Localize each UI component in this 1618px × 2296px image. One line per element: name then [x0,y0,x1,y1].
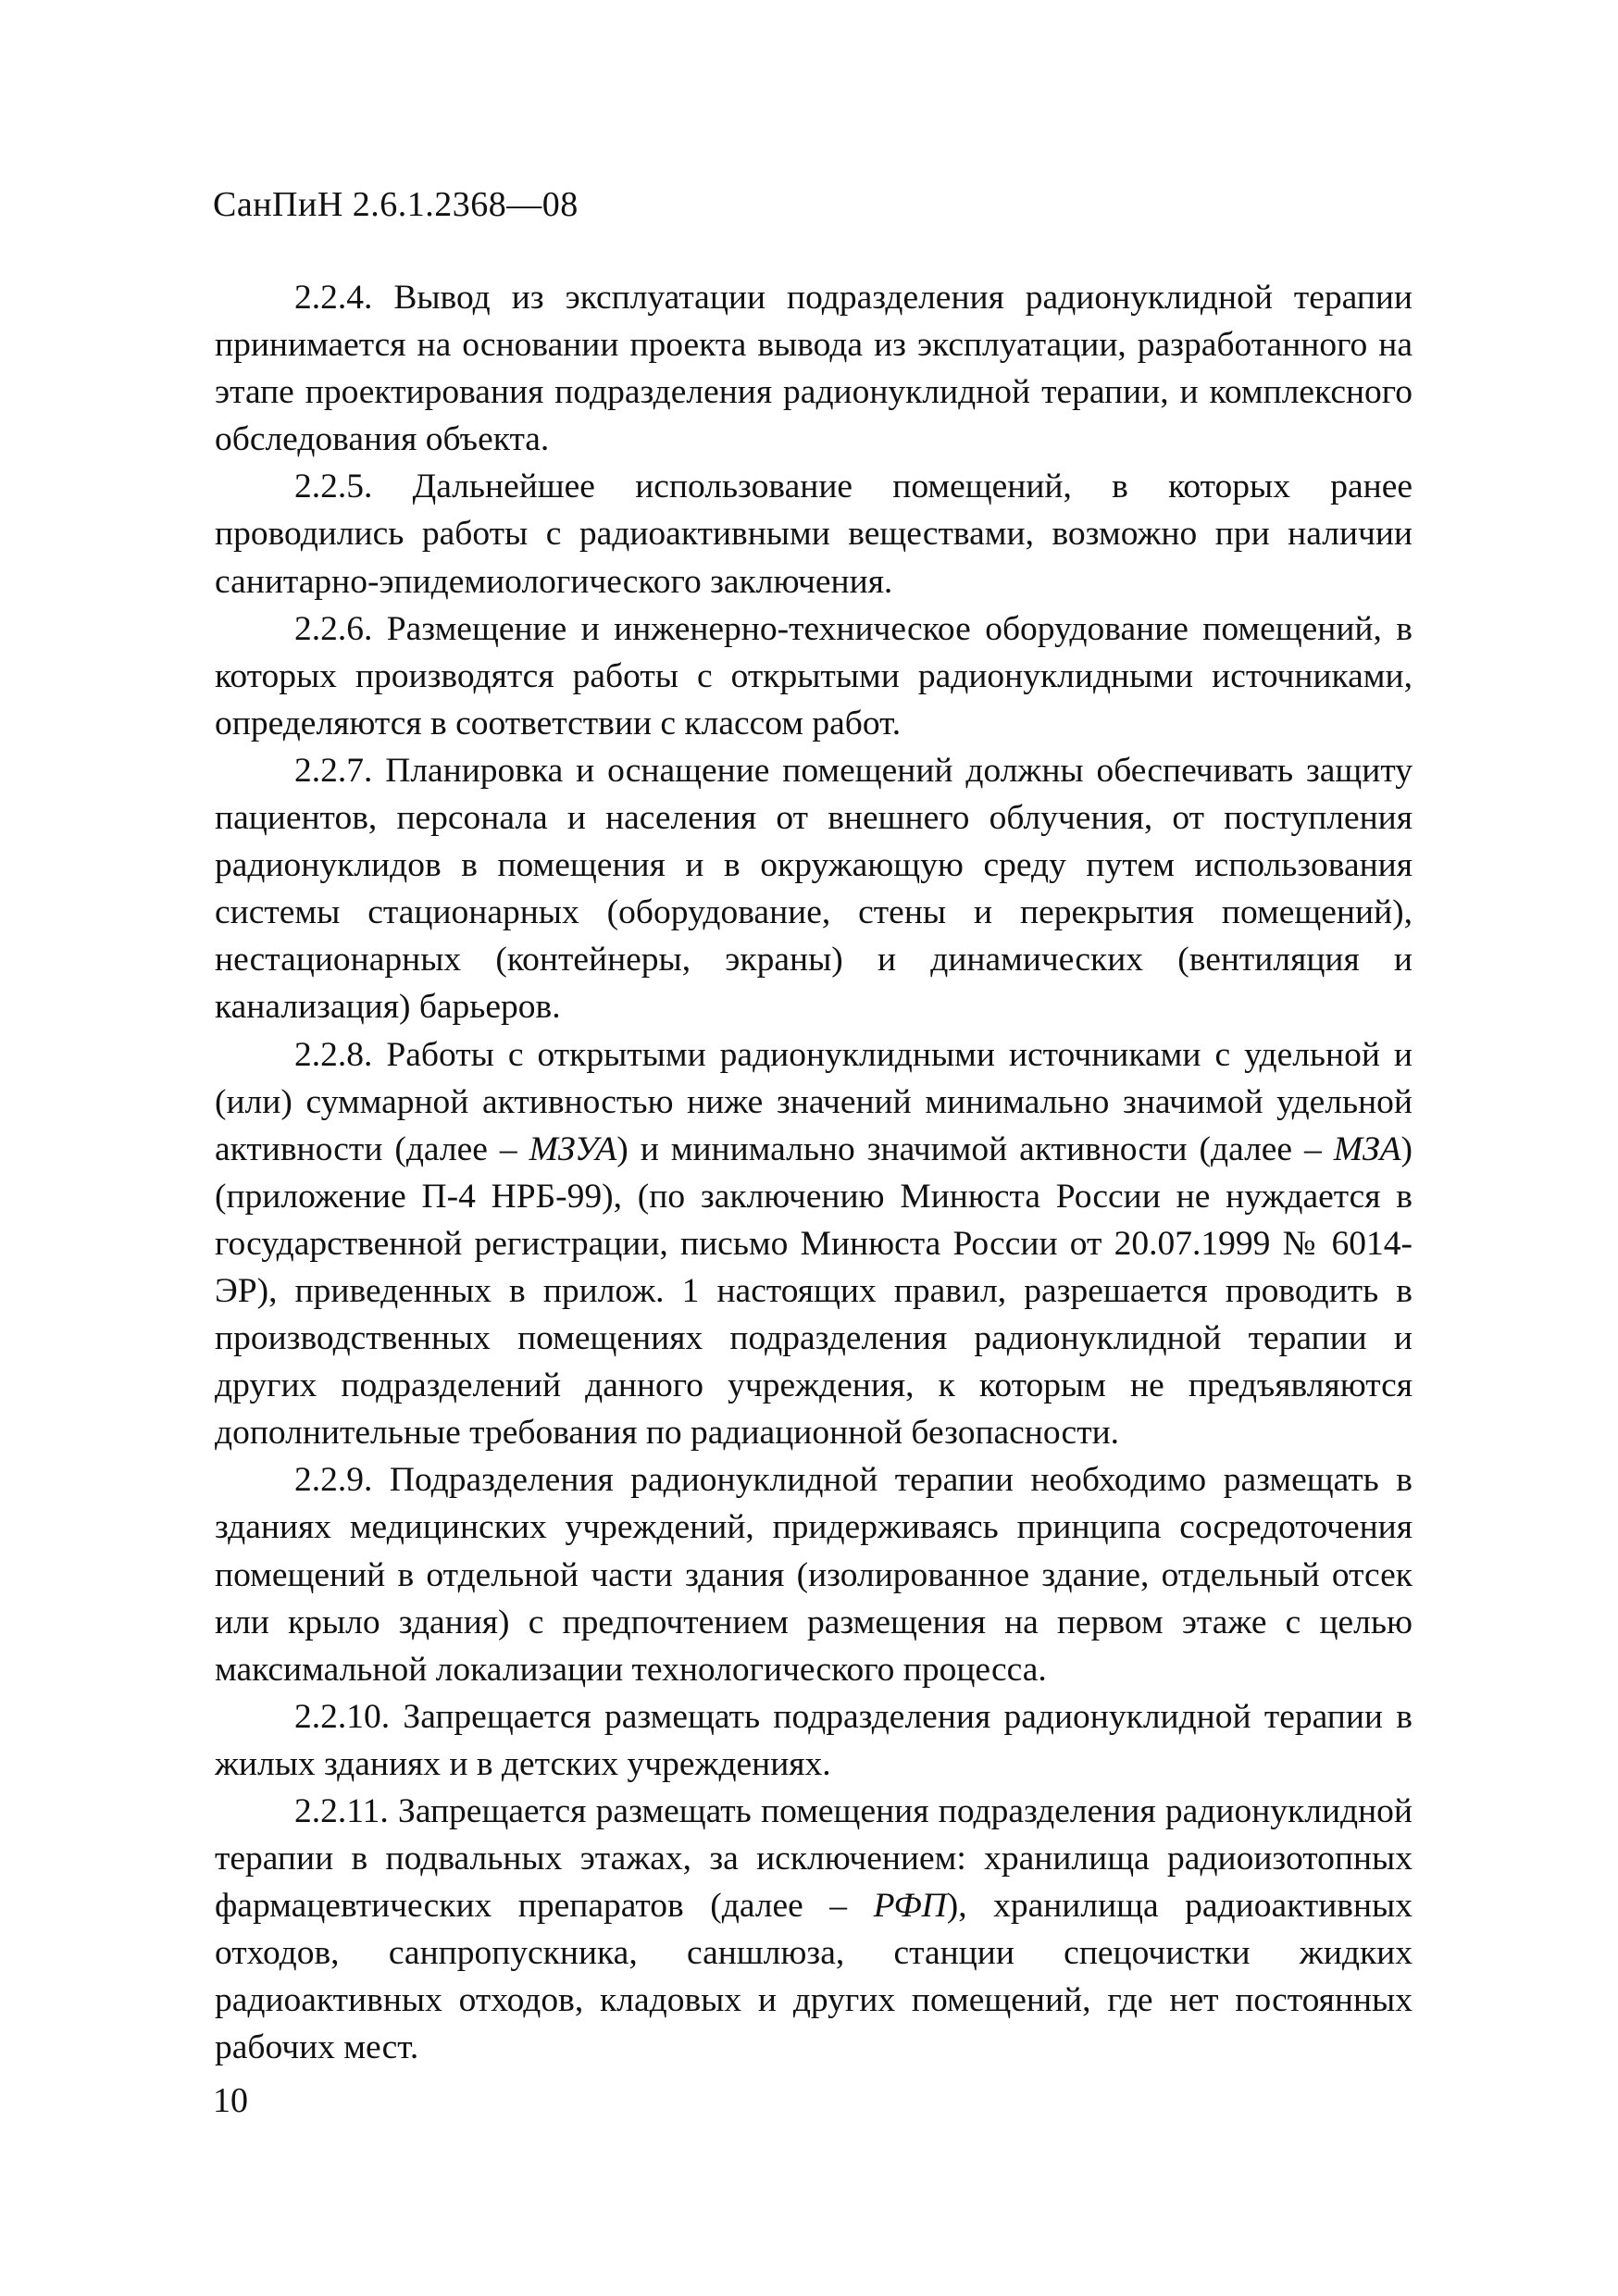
clause-text: Дальнейшее использование помещений, в которых ранее проводились работы с радиоактивными веществами, возможно при наличии санитарно-эпидемиологического заключения. [215,468,1413,601]
clause-text: Работы с открытыми радионуклидными источниками с удельной и (или) суммарной активностью ниже значений минимально значимой удельной активности (далее – [215,1035,1413,1168]
clause-paragraph [215,1456,1413,1692]
body-text [215,274,1413,2072]
clause-number: 2.2.5. [294,468,373,506]
clause-number: 2.2.7. [294,751,373,790]
clause-number: 2.2.10. [294,1697,391,1736]
clause-number: 2.2.8. [294,1035,373,1074]
clause-text: Подразделения радионуклидной терапии необходимо размещать в зданиях медицинских учреждений, придерживаясь принципа сосредоточения помещений в отдельной части здания (изолированное здание, отдельный отсек или крыло здания) с предпочтением размещения на первом этаже с целью максимальной локализации технологического процесса. [215,1461,1413,1689]
clause-paragraph [215,463,1413,605]
clause-paragraph [215,1788,1413,2072]
clause-paragraph [215,747,1413,1031]
clause-text: ) (приложение П-4 НРБ-99), (по заключению Минюста России не нуждается в государственной регистрации, письмо Минюста России от 20.07.1999 № 6014-ЭР), приведенных в прилож. 1 настоящих правил, разрешается проводить в производственных помещениях подразделения радионуклидной терапии и других подразделений данного учреждения, к которым не предъявляются дополнительные требования по радиационной безопасности. [215,1129,1413,1453]
clause-paragraph [215,605,1413,747]
abbreviation: РФП [873,1887,947,1926]
clause-text: Вывод из эксплуатации подразделения радионуклидной терапии принимается на основании проекта вывода из эксплуатации, разработанного на этапе проектирования подразделения радионуклидной терапии, и комплексного обследования объекта. [215,279,1413,459]
clause-text: Планировка и оснащение помещений должны обеспечивать защиту пациентов, персонала и населения от внешнего облучения, от поступления радионуклидов в помещения и в окружающую среду путем использования системы стационарных (оборудование, стены и перекрытия помещений), нестационарных (контейнеры, экраны) и динамических (вентиляция и канализация) барьеров. [215,751,1413,1027]
clause-text: ) и минимально значимой активности (далее – [616,1129,1334,1168]
abbreviation: МЗА [1333,1129,1401,1168]
clause-number: 2.2.11. [294,1792,389,1830]
clause-number: 2.2.4. [294,279,373,317]
clause-text: ), хранилища радиоактивных отходов, санпропускника, саншлюза, станции спецочистки жидких радиоактивных отходов, кладовых и других помещений, где нет постоянных рабочих мест. [215,1887,1413,2067]
clause-number: 2.2.9. [294,1461,373,1500]
clause-text: Запрещается размещать подразделения радионуклидной терапии в жилых зданиях и в детских учреждениях. [215,1697,1413,1783]
clause-text: Запрещается размещать помещения подразделения радионуклидной терапии в подвальных этажах, за исключением: хранилища радиоизотопных фармацевтических препаратов (далее – [215,1792,1413,1926]
page-number: 10 [213,2081,248,2120]
clause-paragraph [215,274,1413,463]
running-head-document-code: СанПиН 2.6.1.2368—08 [213,185,579,224]
clause-text: Размещение и инженерно-техническое оборудование помещений, в которых производятся работы с открытыми радионуклидными источниками, определяются в соответствии с классом работ. [215,609,1413,742]
abbreviation: МЗУА [529,1129,617,1168]
clause-paragraph [215,1693,1413,1788]
clause-number: 2.2.6. [294,609,373,648]
clause-paragraph [215,1031,1413,1457]
